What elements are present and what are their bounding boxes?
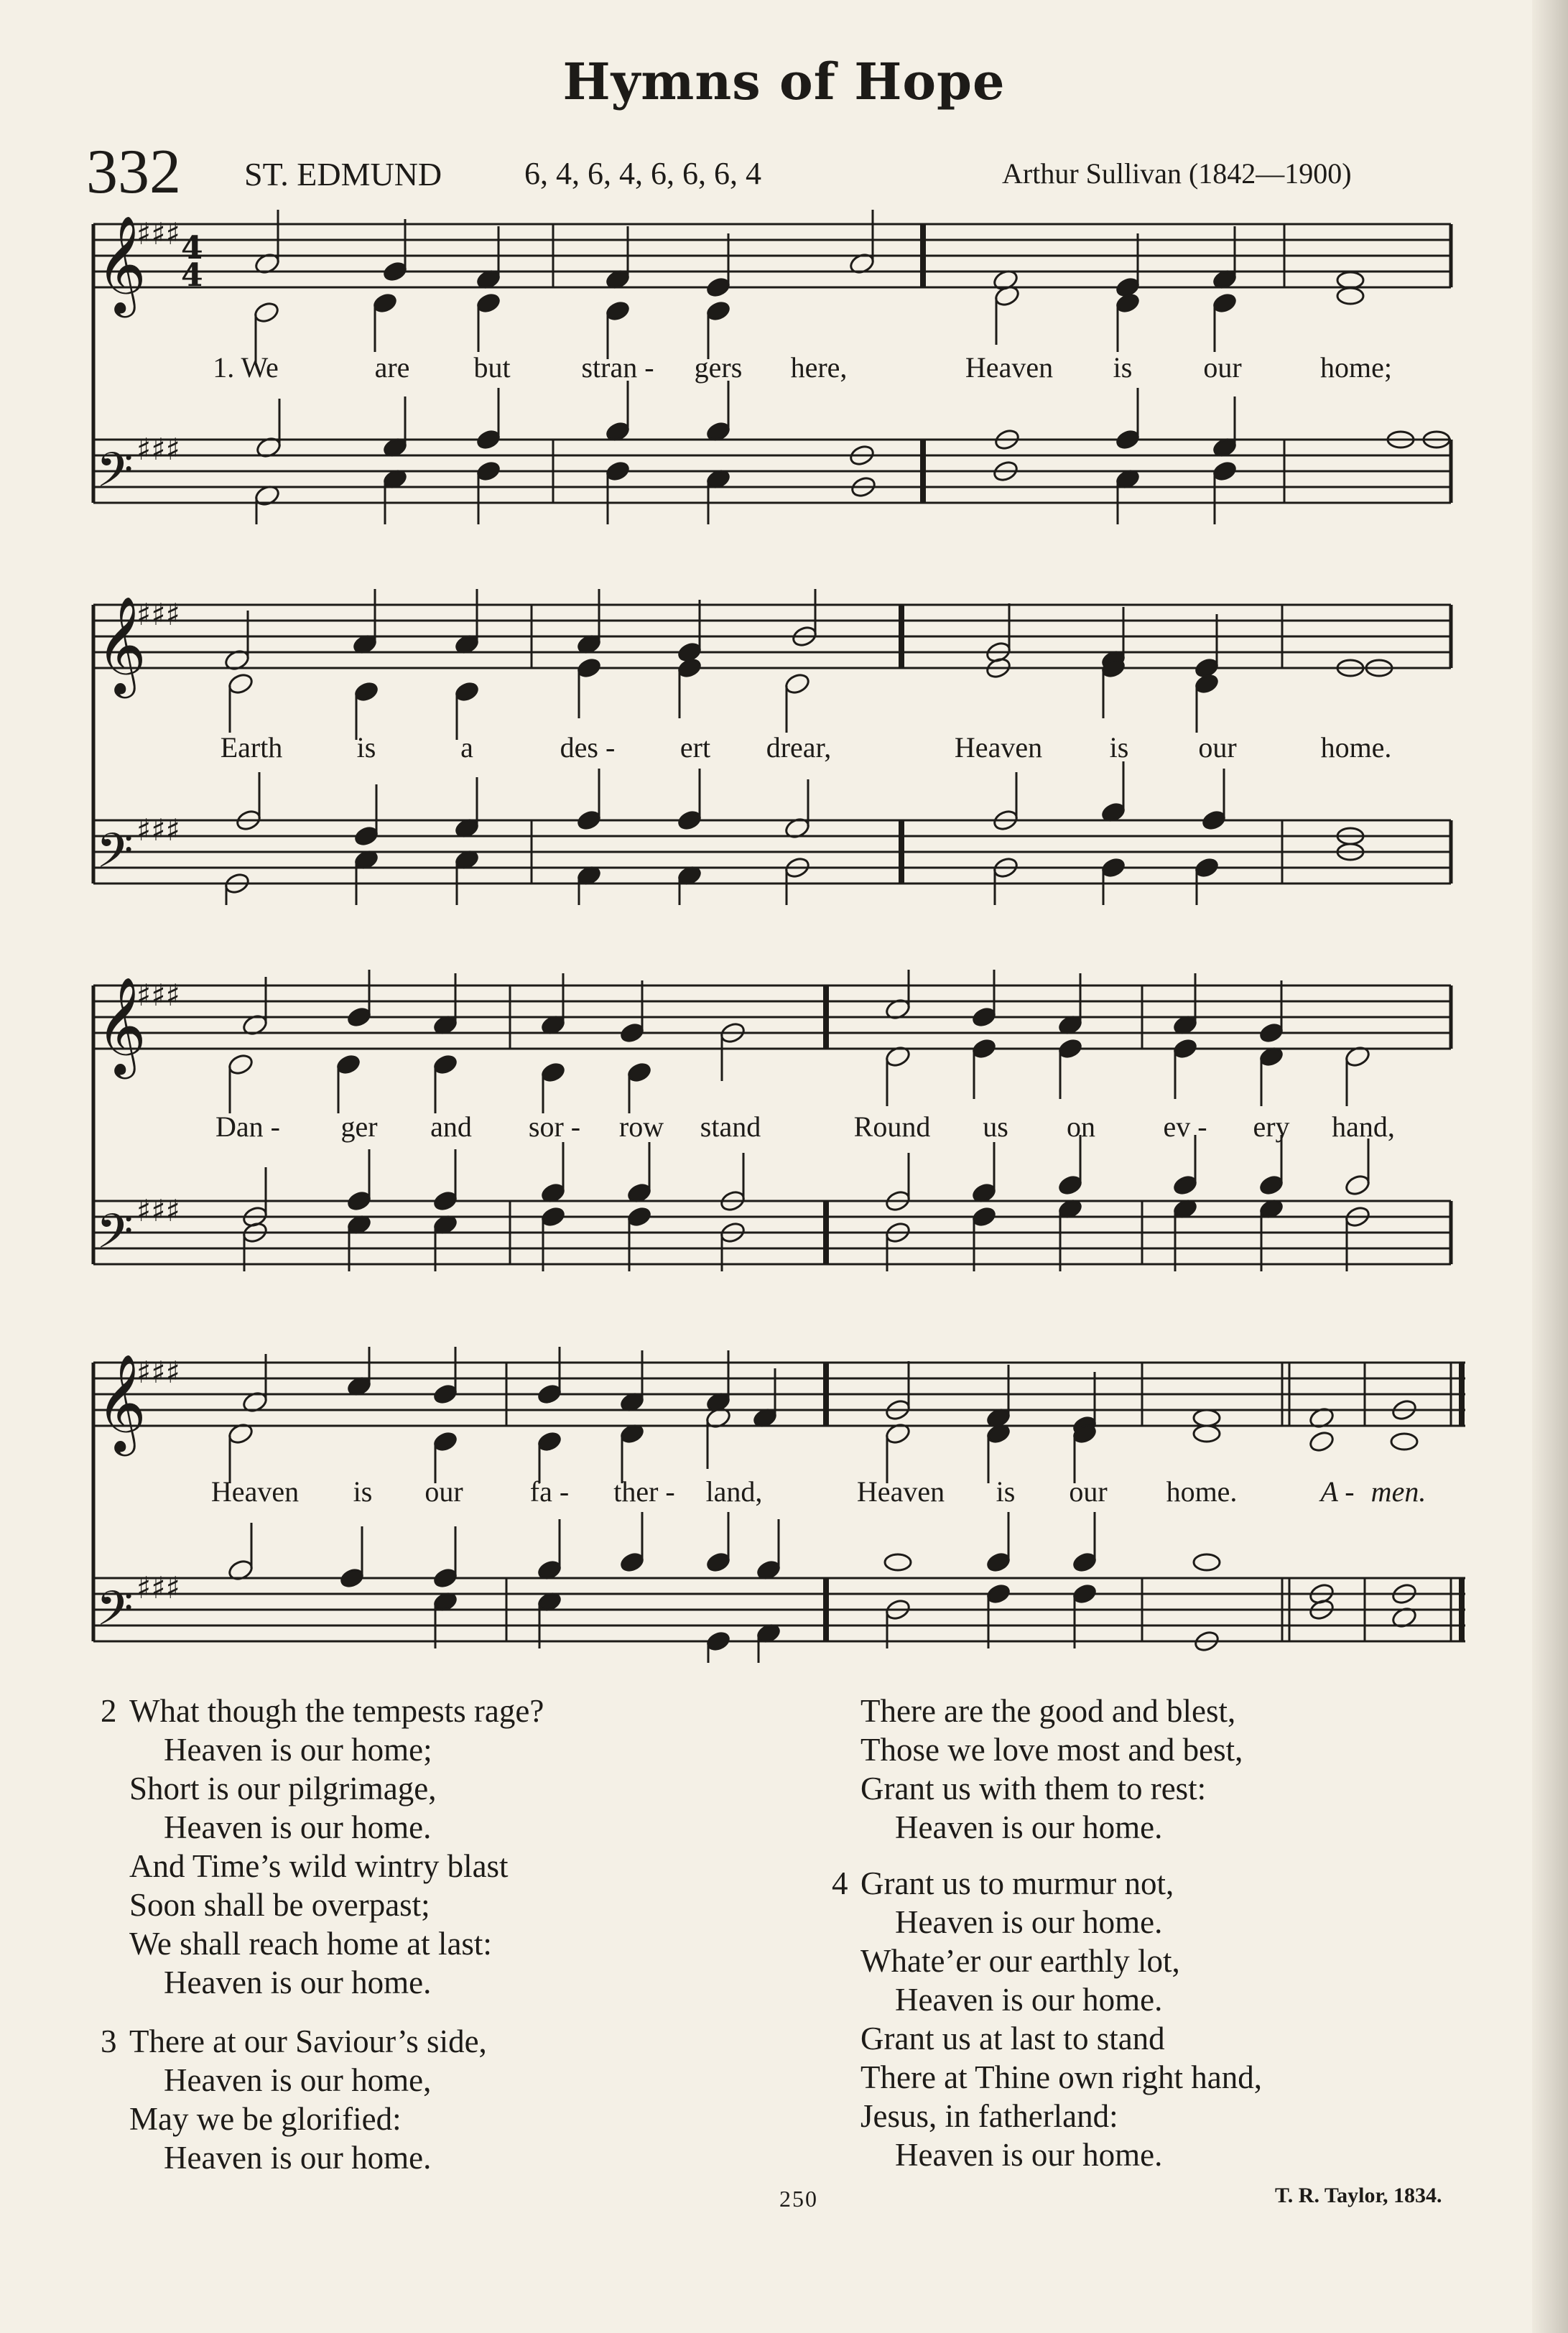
lyric: home. <box>1320 731 1392 764</box>
music-system-1 <box>86 208 1465 524</box>
lyric: drear, <box>766 731 832 764</box>
lyric: 1. We <box>213 351 279 384</box>
lyric: home; <box>1320 351 1392 384</box>
lyric: sor - <box>528 1110 581 1143</box>
verse-number: 2 <box>101 1693 117 1729</box>
lyric: us <box>983 1110 1008 1143</box>
lyric: Earth <box>220 731 283 764</box>
verse-line: May we be glorified: <box>129 2101 402 2137</box>
hymn-verses <box>101 1692 1494 2194</box>
svg-text:♯♯♯: ♯♯♯ <box>136 1355 180 1390</box>
lyric: fa - <box>529 1475 570 1508</box>
lyric: is <box>1109 731 1129 764</box>
verse-line: Short is our pilgrimage, <box>129 1771 437 1806</box>
svg-text:𝄞: 𝄞 <box>96 975 147 1075</box>
lyric: hand, <box>1332 1110 1395 1143</box>
verse-line: Heaven is our home; <box>164 1732 432 1768</box>
verse-line: There at Thine own right hand, <box>860 2059 1263 2095</box>
verse-number: 3 <box>101 2023 117 2059</box>
verse-line: Heaven is our home, <box>164 2062 432 2098</box>
verse-line: Heaven is our home. <box>895 1904 1163 1940</box>
lyric: stand <box>700 1110 761 1143</box>
staff-notation-1 <box>86 208 1465 524</box>
lyric: Heaven <box>210 1475 300 1508</box>
svg-text:♯♯♯: ♯♯♯ <box>136 1570 180 1605</box>
lyric: on <box>1067 1110 1095 1143</box>
meter: 6, 4, 6, 4, 6, 6, 6, 4 <box>524 156 761 191</box>
svg-text:♯♯♯: ♯♯♯ <box>136 597 180 632</box>
running-title: Hymns of Hope <box>562 52 1006 111</box>
verse-3a <box>101 2022 487 2177</box>
lyric: ev - <box>1163 1110 1207 1143</box>
lyric: ther - <box>613 1475 675 1508</box>
verse-line: Whate’er our earthly lot, <box>860 1943 1180 1979</box>
lyric: stran - <box>581 351 654 384</box>
lyric: a <box>460 731 473 764</box>
lyric: our <box>1198 731 1237 764</box>
lyric: home. <box>1166 1475 1238 1508</box>
lyric: land, <box>705 1475 763 1508</box>
verse-line: Grant us at last to stand <box>860 2021 1165 2056</box>
svg-text:𝄞: 𝄞 <box>96 595 147 694</box>
verse-2 <box>101 1692 544 2002</box>
svg-text:4: 4 <box>181 257 203 294</box>
verse-line: Heaven is our home. <box>164 1809 432 1845</box>
svg-text:♯♯♯: ♯♯♯ <box>136 432 180 467</box>
lyric: gers <box>694 351 743 384</box>
verse-3b <box>860 1692 1243 1847</box>
lyric: des - <box>560 731 616 764</box>
verse-line: There are the good and blest, <box>860 1693 1236 1729</box>
svg-text:♯♯♯: ♯♯♯ <box>136 978 180 1013</box>
hymn-author: T. R. Taylor, 1834. <box>1275 2184 1442 2207</box>
lyric: Heaven <box>856 1475 945 1508</box>
verse-line: Grant us to murmur not, <box>860 1865 1174 1901</box>
svg-text:𝄢: 𝄢 <box>96 1204 134 1271</box>
verse-line: Soon shall be overpast; <box>129 1887 430 1923</box>
verse-line: And Time’s wild wintry blast <box>129 1848 509 1884</box>
verse-line: Heaven is our home. <box>895 2137 1163 2173</box>
verse-line: Those we love most and best, <box>860 1732 1243 1768</box>
verse-4 <box>832 1864 1263 2174</box>
lyric: is <box>353 1475 373 1508</box>
svg-text:𝄢: 𝄢 <box>96 823 134 890</box>
verse-line: There at our Saviour’s side, <box>129 2023 487 2059</box>
lyric: ery <box>1253 1110 1290 1143</box>
lyric: is <box>996 1475 1016 1508</box>
lyric: but <box>473 351 511 384</box>
lyric: Dan - <box>215 1110 280 1143</box>
composer: Arthur Sullivan (1842—1900) <box>1002 157 1352 190</box>
verse-line: Grant us with them to rest: <box>860 1771 1207 1806</box>
lyric: our <box>1203 351 1242 384</box>
page-edge-shadow <box>1532 0 1568 2333</box>
lyric: here, <box>790 351 848 384</box>
svg-text:♯♯♯: ♯♯♯ <box>136 1193 180 1228</box>
lyric: is <box>356 731 376 764</box>
lyric: Round <box>853 1110 931 1143</box>
verse-line: Heaven is our home. <box>164 1965 432 2000</box>
verse-number: 4 <box>832 1865 848 1901</box>
svg-text:♯♯♯: ♯♯♯ <box>136 812 180 848</box>
verse-line: Heaven is our home. <box>164 2140 432 2176</box>
lyric: A - <box>1320 1475 1355 1508</box>
svg-text:𝄢: 𝄢 <box>96 442 134 509</box>
svg-text:𝄞: 𝄞 <box>96 214 147 313</box>
svg-text:𝄞: 𝄞 <box>96 1353 147 1452</box>
svg-text:♯♯♯: ♯♯♯ <box>136 216 180 251</box>
verse-line: Jesus, in fatherland: <box>860 2098 1118 2134</box>
verse-line: Heaven is our home. <box>895 1809 1163 1845</box>
lyric: are <box>374 351 410 384</box>
lyric: and <box>430 1110 472 1143</box>
lyric: Heaven <box>954 731 1043 764</box>
verse-line: We shall reach home at last: <box>129 1926 492 1962</box>
lyric: ert <box>679 731 711 764</box>
page-number: 250 <box>779 2186 818 2212</box>
svg-text:4: 4 <box>181 230 203 266</box>
tune-name: ST. EDMUND <box>244 156 442 193</box>
lyric: row <box>618 1110 664 1143</box>
svg-text:𝄢: 𝄢 <box>96 1581 134 1648</box>
lyric: our <box>425 1475 463 1508</box>
lyric: men. <box>1370 1475 1426 1508</box>
hymn-header <box>86 137 1451 207</box>
lyric: is <box>1113 351 1133 384</box>
verse-line: Heaven is our home. <box>895 1982 1163 2018</box>
verse-line: What though the tempests rage? <box>129 1693 544 1729</box>
hymn-number: 332 <box>86 137 181 207</box>
lyric: our <box>1069 1475 1108 1508</box>
lyric: ger <box>340 1110 378 1143</box>
lyric: Heaven <box>965 351 1054 384</box>
